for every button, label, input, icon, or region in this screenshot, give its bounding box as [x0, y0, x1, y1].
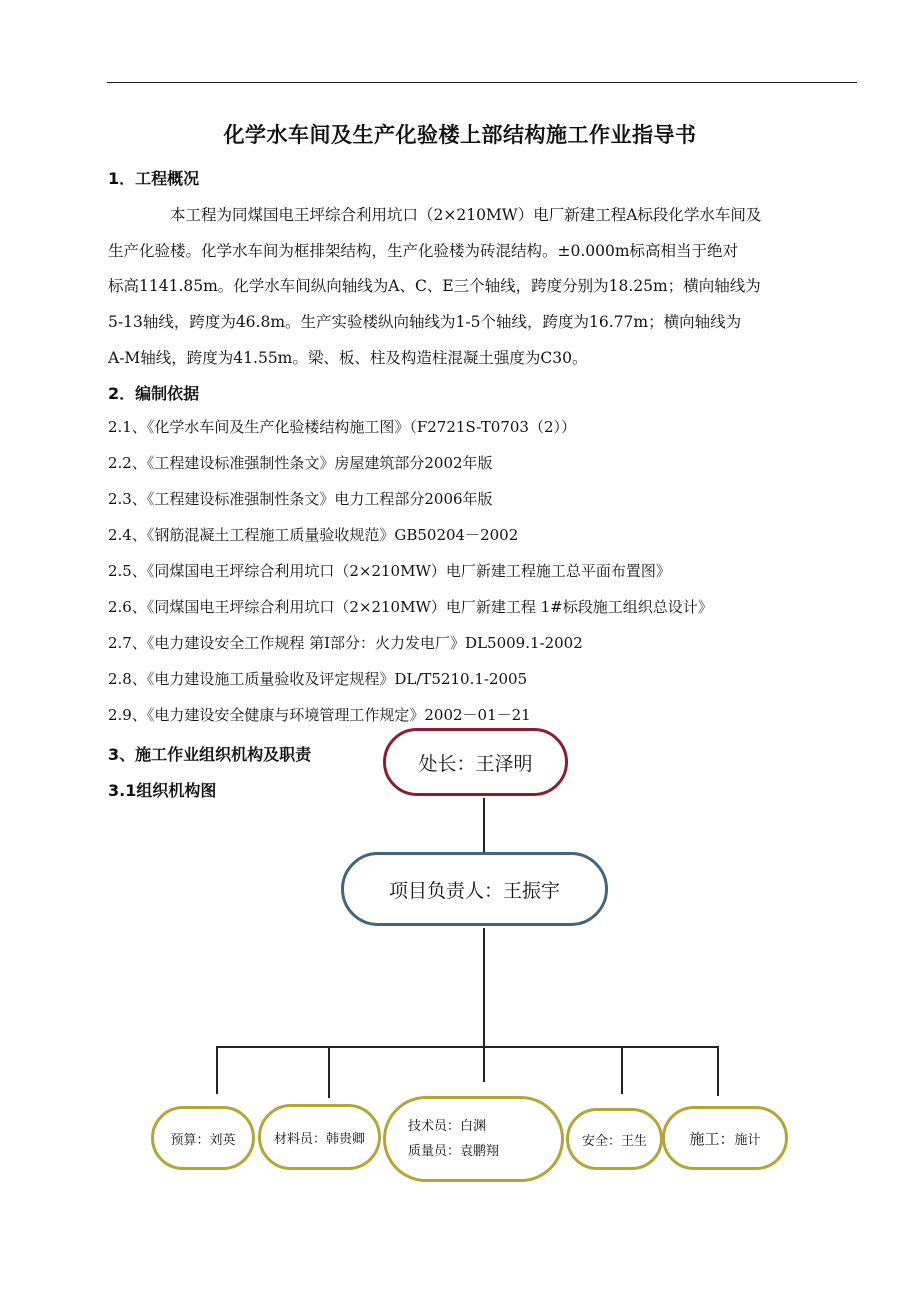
- org-construction-name: 施计: [734, 1132, 761, 1148]
- org-budget-label: 预算：刘英: [170, 1132, 236, 1148]
- connector-drop-safety: [621, 1046, 623, 1094]
- org-lead-label: 项目负责人：王振宇: [388, 879, 560, 902]
- connector-drop-materials: [328, 1046, 330, 1098]
- reference-item: 2.9、《电力建设安全健康与环境管理工作规定》2002－01－21: [108, 706, 531, 724]
- paragraph-line: 生产化验楼。化学水车间为框排架结构，生产化验楼为砖混结构。±0.000m标高相当于绝对: [108, 241, 739, 260]
- reference-item: 2.6、《同煤国电王坪综合利用坑口（2×210MW）电厂新建工程 1#标段施工组织总设计》: [108, 598, 713, 616]
- reference-item: 2.1、《化学水车间及生产化验楼结构施工图》（F2721S-T0703（2））: [108, 418, 577, 436]
- org-quality-label: 质量员：袁鹏翔: [408, 1144, 500, 1159]
- section-3-heading: 3、施工作业组织机构及职责: [108, 745, 312, 764]
- connector-chief-lead: [483, 798, 485, 852]
- section-1-heading: 1．工程概况: [108, 169, 200, 188]
- reference-item: 2.7、《电力建设安全工作规程 第Ⅰ部分：火力发电厂》DL5009.1-2002: [108, 634, 583, 652]
- org-chief-label: 处长：王泽明: [418, 752, 533, 775]
- org-box-safety: [566, 1108, 663, 1170]
- reference-item: 2.8、《电力建设施工质量验收及评定规程》DL/T5210.1-2005: [108, 670, 528, 688]
- document-title: 化学水车间及生产化验楼上部结构施工作业指导书: [223, 123, 697, 147]
- connector-drop-technician: [483, 1046, 485, 1082]
- paragraph-line: A-M轴线，跨度为41.55m。梁、板、柱及构造柱混凝土强度为C30。: [108, 348, 588, 367]
- org-box-budget: [151, 1106, 255, 1170]
- reference-item: 2.5、《同煤国电王坪综合利用坑口（2×210MW）电厂新建工程施工总平面布置图》: [108, 562, 671, 580]
- section-2-heading: 2．编制依据: [108, 384, 200, 403]
- reference-item: 2.2、《工程建设标准强制性条文》房屋建筑部分2002年版: [108, 454, 493, 472]
- section-1-paragraph: [108, 198, 868, 377]
- org-safety-label: 安全：王生: [581, 1133, 647, 1149]
- connector-horizontal-bus: [216, 1046, 718, 1048]
- org-box-construction: [662, 1106, 788, 1170]
- connector-lead-bus: [483, 928, 485, 1048]
- org-construction-label: 施工：: [689, 1129, 735, 1148]
- connector-drop-budget: [216, 1046, 218, 1094]
- section-3-1-heading: 3.1组织机构图: [108, 781, 217, 800]
- org-box-materials: [258, 1104, 381, 1170]
- connector-drop-construction: [717, 1046, 719, 1096]
- reference-item: 2.3、《工程建设标准强制性条文》电力工程部分2006年版: [108, 490, 493, 508]
- org-box-chief: [383, 728, 568, 796]
- org-box-technical-quality: [383, 1096, 564, 1182]
- paragraph-line: 5-13轴线，跨度为46.8m。生产实验楼纵向轴线为1-5个轴线，跨度为16.77m；横向轴线为: [108, 313, 742, 332]
- org-technician-label: 技术员：白渊: [408, 1119, 487, 1134]
- header-rule: [107, 82, 857, 83]
- paragraph-line: 标高1141.85m。化学水车间纵向轴线为A、C、E三个轴线，跨度分别为18.25m；横向轴线为: [108, 277, 761, 296]
- org-materials-label: 材料员：韩贵卿: [273, 1131, 365, 1147]
- paragraph-line: 本工程为同煤国电王坪综合利用坑口（2×210MW）电厂新建工程A标段化学水车间及: [170, 206, 762, 224]
- reference-item: 2.4、《钢筋混凝土工程施工质量验收规范》GB50204－2002: [108, 526, 519, 544]
- org-box-project-lead: [341, 852, 608, 926]
